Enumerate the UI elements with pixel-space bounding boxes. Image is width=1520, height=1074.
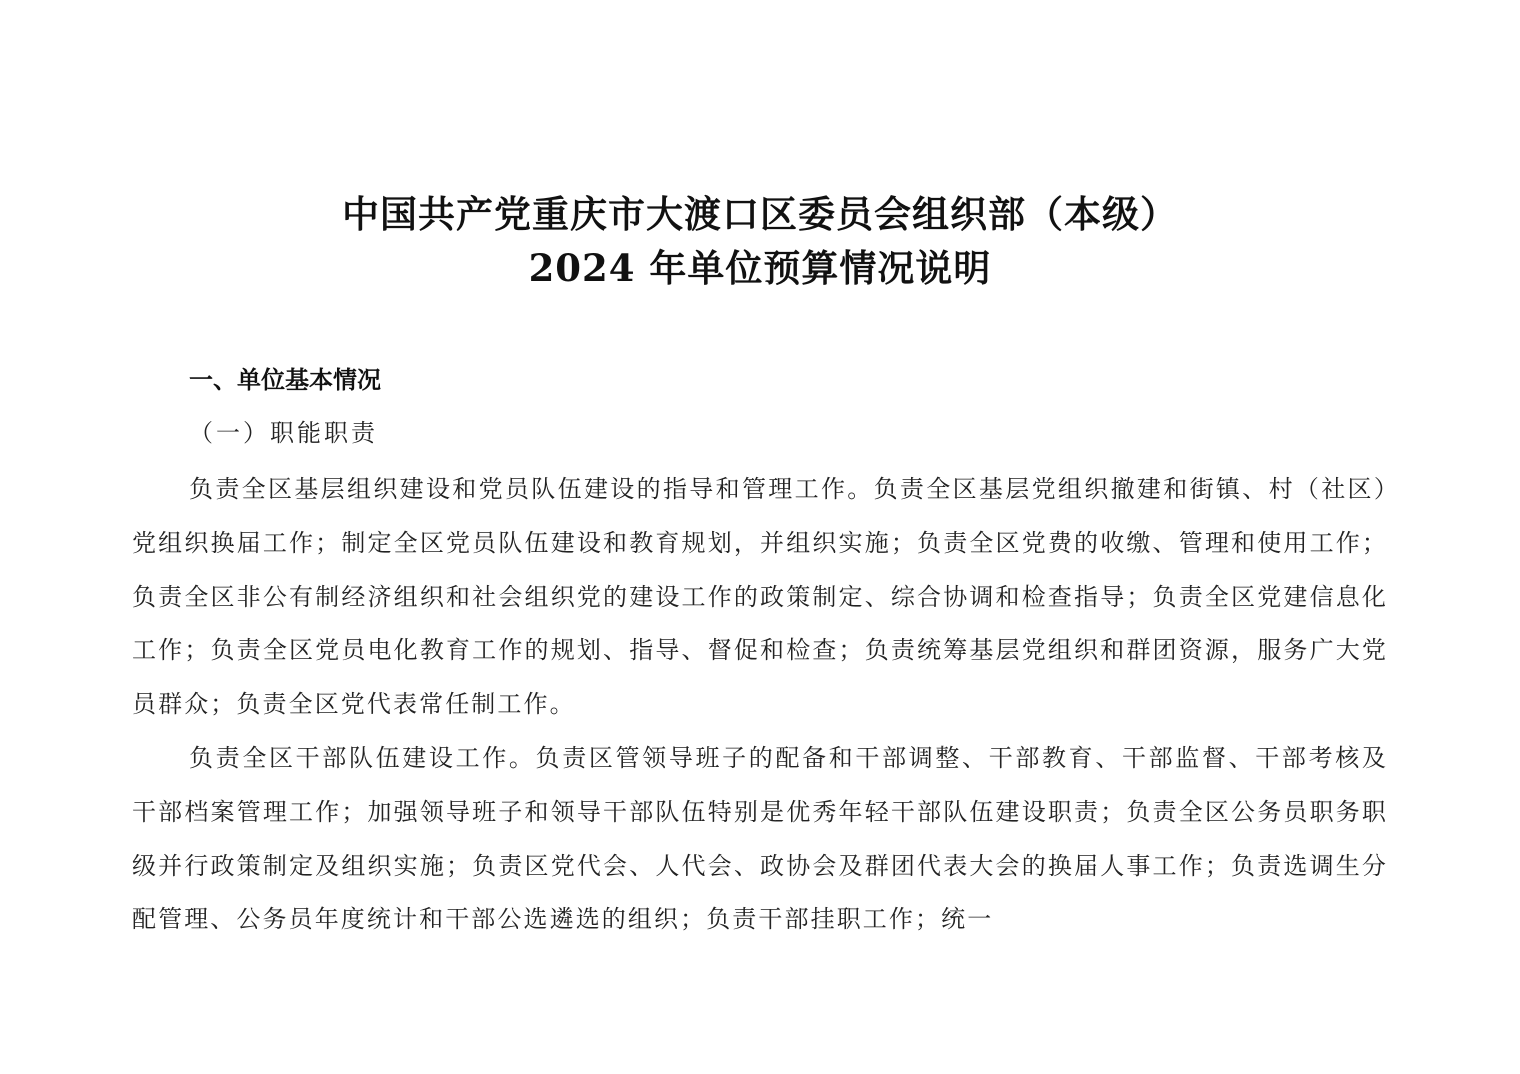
subsection-heading-duties: （一）职能职责: [189, 419, 378, 447]
section-heading-basic-info: 一、单位基本情况: [189, 366, 381, 394]
document-title-line-2: 2024 年单位预算情况说明: [528, 246, 992, 290]
document-title-line-1: 中国共产党重庆市大渡口区委员会组织部（本级）: [342, 192, 1178, 236]
paragraph-cadre-team: 负责全区干部队伍建设工作。负责区管领导班子的配备和干部调整、干部教育、干部监督、干部考核及干部档案管理工作；加强领导班子和领导干部队伍特别是优秀年轻干部队伍建设职责；负责全区公务员职务职级并行政策制定及组织实施；负责区党代会、人代会、政协会及群团代表大会的换届人事工作；负责选调生分配管理、公务员年度统计和干部公选遴选的组织；负责干部挂职工作；统一: [132, 744, 1388, 934]
paragraph-grassroots-organization: 负责全区基层组织建设和党员队伍建设的指导和管理工作。负责全区基层党组织撤建和街镇、村（社区）党组织换届工作；制定全区党员队伍建设和教育规划，并组织实施；负责全区党费的收缴、管理和使用工作；负责全区非公有制经济组织和社会组织党的建设工作的政策制定、综合协调和检查指导；负责全区党建信息化工作；负责全区党员电化教育工作的规划、指导、督促和检查；负责统筹基层党组织和群团资源，服务广大党员群众；负责全区党代表常任制工作。: [132, 475, 1388, 719]
